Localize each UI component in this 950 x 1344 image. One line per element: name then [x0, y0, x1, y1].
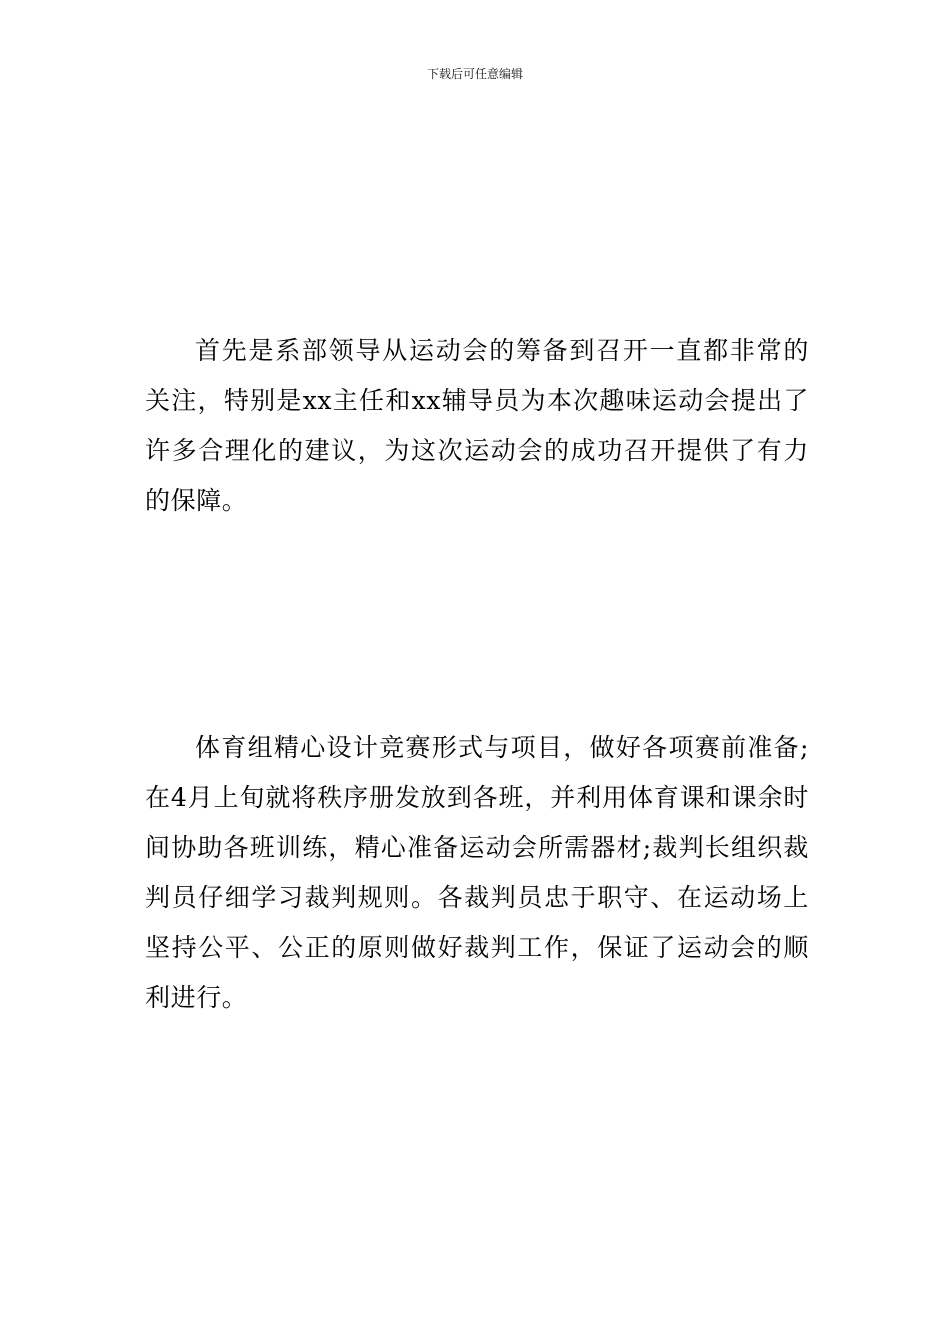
header-note: 下载后可任意编辑 — [426, 67, 523, 81]
body-paragraph-1: 首先是系部领导从运动会的筹备到召开一直都非常的关注，特别是xx主任和xx辅导员为本次趣味运动会提出了许多合理化的建议，为这次运动会的成功召开提供了有力的保障。 — [145, 336, 809, 515]
body-paragraph-2: 体育组精心设计竞赛形式与项目，做好各项赛前准备;在4月上旬就将秩序册发放到各班，并利用体育课和课余时间协助各班训练，精心准备运动会所需器材;裁判长组织裁判员仔细学习裁判规则。各裁判员忠于职守、在运动场上坚持公平、公正的原则做好裁判工作，保证了运动会的顺利进行。 — [145, 733, 809, 1012]
